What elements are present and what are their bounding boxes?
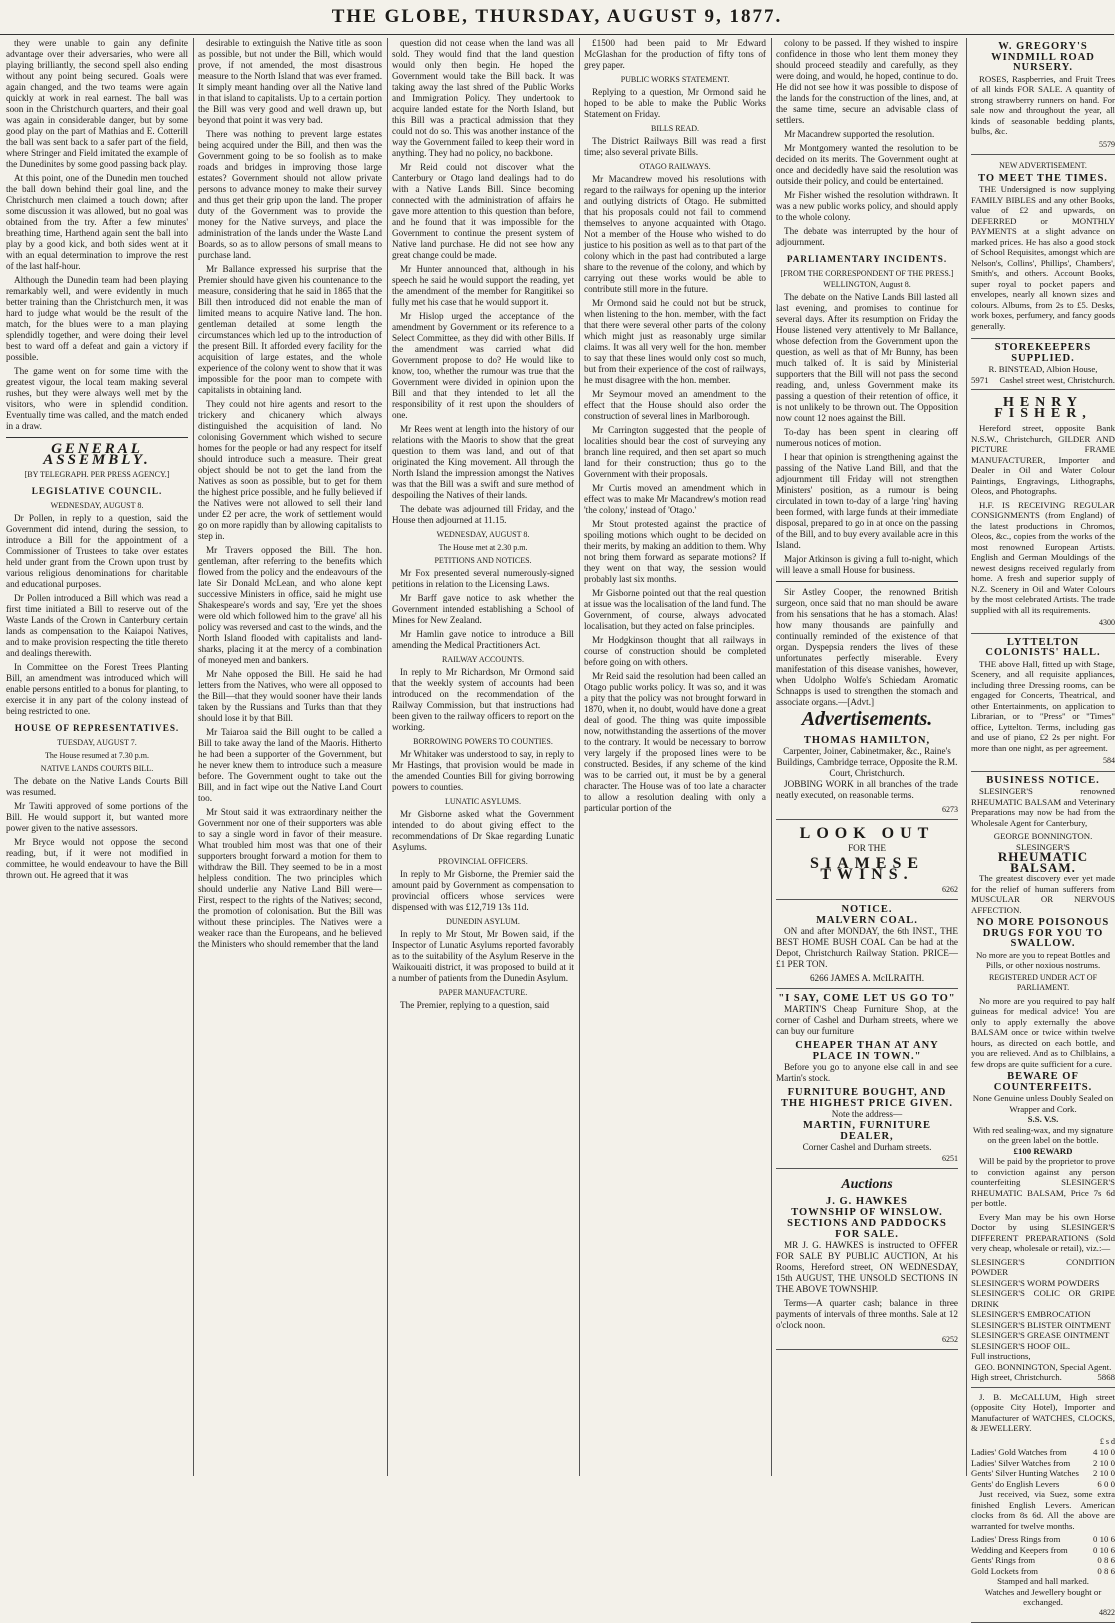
column-1 — [6, 38, 188, 1476]
advert-slesinger — [971, 772, 1115, 1388]
advert-number: 5971 — [971, 375, 989, 386]
article-paragraph: Mr Curtis moved an amendment which in effect was to make Mr Macandrew's motion read 'the colony,' instead of 'Otago.' — [584, 483, 766, 516]
advert-signature: 6266 JAMES A. McILRAITH. — [776, 973, 958, 984]
advert-text: SLESINGER'S renowned RHEUMATIC BALSAM and Veterinary Preparations may now be had from the Wholesale Agent for Canterbury, — [971, 786, 1115, 828]
advert-text: FOR THE — [776, 843, 958, 854]
advert-title: TOWNSHIP OF WINSLOW. — [776, 1207, 958, 1218]
price-item: Gents' Rings from — [971, 1555, 1035, 1566]
advert-label: NEW ADVERTISEMENT. — [971, 161, 1115, 172]
advert-title: STOREKEEPERS SUPPLIED. — [971, 343, 1115, 364]
advert-title: CHEAPER THAN AT ANY PLACE IN TOWN." — [776, 1040, 958, 1062]
masthead — [0, 0, 1114, 36]
dateline: The House resumed at 7.30 p.m. — [6, 750, 188, 761]
article-paragraph: In reply to Mr Richardson, Mr Ormond said that the weekly system of accounts had been introduced on the recommendation of the Railway Commission, but that instructions had been given to the railway officers to report on the working. — [392, 667, 574, 733]
seal-mark: S.S. V.S. — [971, 1114, 1115, 1125]
article-paragraph: Replying to a question, Mr Ormond said he hoped to be able to make the Public Works Statement on Friday. — [584, 87, 766, 120]
advert-number: 4300 — [971, 618, 1115, 629]
article-paragraph: Mr Montgomery wanted the resolution to be decided on its merits. The Government ought at once and decidedly have said the resolution was outside their policy, and could be entertained. — [776, 143, 958, 187]
topic-heading: BILLS READ. — [584, 123, 766, 134]
dateline: TUESDAY, AUGUST 7. — [6, 737, 188, 748]
auctions-heading: Auctions — [776, 1179, 958, 1190]
advert-text: R. BINSTEAD, Albion House, — [971, 364, 1115, 375]
article-paragraph: Mr Fox presented several numerously-signed petitions in relation to the Licensing Laws. — [392, 568, 574, 590]
advert-text: SLESINGER'S — [971, 842, 1115, 853]
advert-text: H.F. IS RECEIVING REGULAR CONSIGNMENTS (from England) of the latest productions in Chromos, Oleos, &c., copies from the works of the most renowned European Artists. English and German Mouldings of the newest designs received regularly from home. A fresh and superior supply of N.Z. Scenery in Oil and Water Colours by the most celebrated Artists. The trade supplied with all its requirements. — [971, 500, 1115, 616]
advert-number: 6262 — [776, 884, 958, 895]
advert-number: 5868 — [1097, 1372, 1115, 1383]
article-paragraph: In Committee on the Forest Trees Planting Bill, an amendment was introduced which will enable persons entitled to a bonus for planting, to exercise it in any part of the colony instead of being restricted to one. — [6, 662, 188, 717]
subsection-heading: LEGISLATIVE COUNCIL. — [6, 486, 188, 497]
article-paragraph: colony to be passed. If they wished to inspire confidence in those who lent them money they should proceed steadily and carefully, as they were doing, and would, he hoped, continue to do. He did not see how it was possible to dispose of the lands for the construction of the lines, and, at the same time, secure an advisable class of settlers. — [776, 38, 958, 126]
advert-title: FURNITURE BOUGHT, AND THE HIGHEST PRICE GIVEN. — [776, 1087, 958, 1109]
price-value: 6 0 0 — [1097, 1479, 1115, 1490]
advert-text: None Genuine unless Doubly Sealed on Wrapper and Cork. — [971, 1093, 1115, 1114]
advert-text: High street, Christchurch. — [971, 1372, 1062, 1383]
topic-heading: DUNEDIN ASYLUM. — [392, 916, 574, 927]
article-paragraph: Dr Pollen, in reply to a question, said the Government did intend, during the session, to introduce a Bill for the appointment of a Commissioner of Trustees to take over estates held under grant from the Crown upon trust by various religious denominations for charitable and educational purposes. — [6, 513, 188, 590]
advert-text: With red sealing-wax, and my signature on the green label on the bottle. — [971, 1125, 1115, 1146]
article-paragraph: The debate on the Native Lands Courts Bill was resumed. — [6, 776, 188, 798]
advert-binstead — [971, 339, 1115, 390]
list-item: SLESINGER'S EMBROCATION — [971, 1309, 1115, 1320]
page-title: THE GLOBE, THURSDAY, AUGUST 9, 1877. — [0, 0, 1114, 34]
advert-text: Every Man may be his own Horse Doctor by using SLESINGER'S DIFFERENT PREPARATIONS (Sold very cheap, wholesale or retail), viz.:— — [971, 1212, 1115, 1254]
advert-text: JOBBING WORK in all branches of the trade neatly executed, on reasonable terms. — [776, 779, 958, 801]
advert-number: 6273 — [776, 804, 958, 815]
advert-number: 6252 — [776, 1334, 958, 1345]
price-value: 0 10 6 — [1093, 1545, 1115, 1556]
article-paragraph: Mr Ballance expressed his surprise that the Premier should have given his countenance to the measure, considering that he said in 1865 that the Bill then introduced did not enable the man of limited means to acquire Native land. The hon. gentleman detailed at some length the circumstances which led up to the introduction of the present Bill. It afforded every facility for the acquisition of large estates, and the whole experience of the colony went to show that it was impossible for the poor man to compete with capitalists in obtaining land. — [198, 264, 382, 396]
price-value: 4 10 0 — [1093, 1447, 1115, 1458]
price-item: Gold Lockets from — [971, 1566, 1038, 1577]
list-item: SLESINGER'S GREASE OINTMENT — [971, 1330, 1115, 1341]
dateline: WEDNESDAY, AUGUST 8. — [6, 500, 188, 511]
article-paragraph: Mr Nahe opposed the Bill. He said he had letters from the Natives, who were all opposed to the Bill—that they would sooner have their lands taken by the Russians and Turks than that they should lose it by that Bill. — [198, 669, 382, 724]
advert-text: ON and after MONDAY, the 6th INST., THE BEST HOME BUSH COAL Can be had at the Depot, Christchurch Railway Station. PRICE—£1 PER TON. — [776, 926, 958, 970]
advert-number: 584 — [971, 756, 1115, 767]
section-heading: GENERAL ASSEMBLY. — [6, 444, 188, 466]
price-item: Ladies' Dress Rings from — [971, 1534, 1060, 1545]
advert-text: The greatest discovery ever yet made for the relief of human sufferers from MUSCULAR OR NERVOUS AFFECTION. — [971, 873, 1115, 915]
advertisements-heading: Advertisements. — [776, 714, 958, 725]
topic-heading: PAPER MANUFACTURE. — [392, 987, 574, 998]
article-paragraph: Mr Gisborne asked what the Government intended to do about giving effect to the recommendations of Dr Skae regarding Lunatic Asylums. — [392, 809, 574, 853]
list-item: SLESINGER'S BLISTER OINTMENT — [971, 1320, 1115, 1331]
advert-hamilton — [776, 731, 958, 820]
article-paragraph: Mr Ormond said he could not but be struck, when listening to the hon. member, with the fact that there were several other parts of the colony which might just as reasonably urge similar claims. It was all very well for the hon. member to say that these lines would only cost so much, but from their experience of the cost of railways, he must disagree with the hon. member. — [584, 298, 766, 386]
article-paragraph: Mr Hamlin gave notice to introduce a Bill amending the Medical Practitioners Act. — [392, 629, 574, 651]
price-row — [971, 1566, 1115, 1577]
advert-auction — [776, 1169, 958, 1350]
price-item: Gents' do English Levers — [971, 1479, 1059, 1490]
advert-text: Will be paid by the proprietor to prove to conviction against any person counterfeiting SLESINGER'S RHEUMATIC BALSAM, Price 7s 6d per bottle. — [971, 1156, 1115, 1209]
advert-text: Note the address— — [776, 1109, 958, 1120]
advert-gregory — [971, 38, 1115, 155]
article-paragraph: Mr Tawiti approved of some portions of the Bill. He would support it, but wanted more power given to the native assessors. — [6, 801, 188, 834]
article-paragraph: question did not cease when the land was all sold. They would find that the land question would only then begin. He hoped the Government would take the Bill back. It was taking away the last shred of the Public Works and Immigration Policy. They undertook to acquire landed estate for the North Island, but this Bill was a practical admission that they could not do so. This was another instance of the way the Government failed to keep their word in anything. They had no policy, no backbone. — [392, 38, 574, 159]
column-4 — [584, 38, 766, 1476]
dateline: The House met at 2.30 p.m. — [392, 542, 574, 553]
advert-title: TO MEET THE TIMES. — [971, 174, 1115, 185]
article-paragraph: Mr Macandrew supported the resolution. — [776, 129, 958, 140]
price-row — [971, 1534, 1115, 1545]
article-paragraph: Mr Reid could not discover what the Canterbury or Otago land dealings had to do with a Native Lands Bill. Since becoming connected with the administration of affairs he gave more attention to this question than before, and he found that it was impossible for the Government to continue the present system of Native land purchase. He did not see how any great change could be made. — [392, 162, 574, 261]
advert-title: NO MORE POISONOUS DRUGS FOR YOU TO SWALLOW. — [971, 918, 1115, 950]
price-item: Ladies' Gold Watches from — [971, 1447, 1067, 1458]
advert-title: RHEUMATIC BALSAM. — [971, 852, 1115, 873]
article-paragraph: The game went on for some time with the greatest vigour, the local team making several rushes, but they were always well met by the visitors, who were in splendid condition. Eventually time was called, and the match ended in a draw. — [6, 366, 188, 432]
article-paragraph: There was nothing to prevent large estates being acquired under the Bill, and then was the Government going to be so foolish as to make roads and bridges in improving those large estates? Government should not allow private persons to advance money to make their survey and thus get their grip upon the land. The proper duty of the Government was to provide the money for the Native surveys, and place the administration of the lands under the Waste Land Boards, so as to allow persons of small means to purchase land. — [198, 129, 382, 261]
advert-text: No more are you to repeat Bottles and Pills, or other noxious nostrums. — [971, 950, 1115, 971]
divider — [6, 437, 188, 438]
article-paragraph: Mr Carrington suggested that the people of localities should bear the cost of surveying any branch line required, and then set apart so much land for their construction; thus go to the Government with their proposals. — [584, 425, 766, 480]
topic-heading: PROVINCIAL OFFICERS. — [392, 856, 574, 867]
list-item: SLESINGER'S WORM POWDERS — [971, 1278, 1115, 1289]
price-value: 0 8 6 — [1097, 1566, 1115, 1577]
advert-title: W. GREGORY'S WINDMILL ROAD NURSERY. — [971, 42, 1115, 74]
advert-text: J. B. McCALLUM, High street (opposite City Hotel), Importer and Manufacturer of WATCHES, CLOCKS, & JEWELLERY. — [971, 1392, 1115, 1434]
advert-text: £100 REWARD — [971, 1146, 1115, 1157]
advert-text: No more are you required to pay half guineas for medical advice! You are only to apply externally the above BALSAM once or twice within twelve hours, as directed on each bottle, and you are relieved. And as to Chilblains, a few drops are quite sufficient for a cure. — [971, 996, 1115, 1070]
advert-malvern-coal — [776, 900, 958, 989]
article-paragraph: At this point, one of the Dunedin men touched the ball down behind their goal line, and the Christchurch men claimed a touch down; after some discussion it was allowed, but no goal was obtained from the try. After a few minutes' breathing time, Harthend again sent the ball into play by a good kick, and both sides went at it with an equal determination to improve the rest of the last half-hour. — [6, 173, 188, 272]
article-paragraph: Sir Astley Cooper, the renowned British surgeon, once said that no man should be aware from his sensations that he has a stomach. Alas! how many thousands are painfully and continually reminded of the existence of that organ. Dyspepsia renders the lives of these unfortunates perfectly miserable. Every manifestation of this disease vanishes, however, when Udolpho Wolfe's Schiedam Aromatic Schnapps is used to strengthen the stomach and associate organs.—[Advt.] — [776, 587, 958, 708]
article-paragraph: The debate on the Native Lands Bill lasted all last evening, and promises to continue for several days. After its resumption on Friday the House listened very attentively to Mr Ballance, whose defection from the Government upon the question, as well as that of Mr Bunny, has been much talked of. It is said by Ministerial supporters that the Bill will not pass the second reading, and, unless Government make its passing a question of their retention of office, it is not unlikely to be thrown out. The Opposition now count 12 noes against the Bill. — [776, 292, 958, 424]
advert-title: BUSINESS NOTICE. — [971, 776, 1115, 787]
article-paragraph: Mr Gisborne pointed out that the real question at issue was the localisation of the land fund. The Government, of course, always advocated localisation, but they acted on false principles. — [584, 588, 766, 632]
advert-text: Hereford street, opposite Bank N.S.W., Christchurch, GILDER AND PICTURE FRAME MANUFACTURER, Importer and Dealer in Oil and Water Colour Paintings, Engravings, Lithographs, Oleos, and Photographs. — [971, 423, 1115, 497]
advert-mccallum — [971, 1388, 1115, 1623]
price-row — [971, 1555, 1115, 1566]
advert-text: Stamped and hall marked. — [971, 1576, 1115, 1587]
advert-title: "I SAY, COME LET US GO TO" — [776, 993, 958, 1004]
column-rule — [579, 38, 580, 1476]
article-paragraph: they were unable to gain any definite advantage over their adversaries, who were all playing brilliantly, the second spell also ending without any point being secured. Goals were again changed, and the two teams were again quickly at work in real earnest. The ball was soon in the Christchurch quarters, and their goal was again in considerable danger, but by some good play on the part of Mathias and E. Cotterill the ball was sent back to a safer part of the field, where Stringer and Field imitated the example of the Dunedinites by some good passing back play. — [6, 38, 188, 170]
advert-title: HENRY FISHER, — [971, 398, 1115, 419]
article-paragraph: To-day has been spent in clearing off numerous notices of motion. — [776, 427, 958, 449]
list-item: SLESINGER'S COLIC OR GRIPE DRINK — [971, 1288, 1115, 1309]
advert-martin — [776, 989, 958, 1169]
price-value: 2 10 0 — [1093, 1468, 1115, 1479]
article-paragraph: Mr Hunter announced that, although in his speech he said he would support the reading, yet the amendment of the member for Rangitikei so fully met his case that he would support it. — [392, 264, 574, 308]
advert-title: MARTIN, FURNITURE DEALER, — [776, 1120, 958, 1142]
article-paragraph: They could not hire agents and resort to the trickery and chicanery which always distinguished the acquisition of land. No colonising Government which wished to secure homes for the people or had any respect for itself should introduce such a measure. Their great object should be not to get the land from the Natives as soon as possible, but to get for them the highest price possible, and he fully believed if the Natives were not allowed to sell their land under £2 per acre, the work of settlement would go on more rapidly than by allowing capitalists to step in. — [198, 399, 382, 542]
price-item: Ladies' Silver Watches from — [971, 1458, 1070, 1469]
article-paragraph: Mr Fisher wished the resolution withdrawn. It was a new public works policy, and should apply to the whole colony. — [776, 190, 958, 223]
price-header: £ s d — [971, 1437, 1115, 1448]
advert-text: Corner Cashel and Durham streets. — [776, 1142, 958, 1153]
product-list — [971, 1257, 1115, 1352]
price-row — [971, 1479, 1115, 1490]
article-paragraph: Mr Taiaroa said the Bill ought to be called a Bill to take away the land of the Maoris. Hitherto he had been a supporter of the Government, but he never knew them to introduce such a measure before. The Government ought to take out the Bill, and in fact wipe out the Native Land Court too. — [198, 727, 382, 804]
list-item: SLESINGER'S CONDITION POWDER — [971, 1257, 1115, 1278]
subsection-heading: HOUSE OF REPRESENTATIVES. — [6, 723, 188, 734]
article-paragraph: Mr Whitaker was understood to say, in reply to Mr Hastings, that provision would be made in the amended Counties Bill for giving borrowing powers to counties. — [392, 749, 574, 793]
column-5 — [776, 38, 958, 1476]
article-paragraph: The Premier, replying to a question, said — [392, 1000, 574, 1011]
advert-text: Cashel street west, Christchurch. — [999, 375, 1115, 386]
advert-lookout — [776, 820, 958, 900]
dateline: [FROM THE CORRESPONDENT OF THE PRESS.] WELLINGTON, August 8. — [776, 268, 958, 290]
article-paragraph: The District Railways Bill was read a first time; also several private Bills. — [584, 136, 766, 158]
topic-heading: OTAGO RAILWAYS. — [584, 161, 766, 172]
advert-title: J. G. HAWKES — [776, 1196, 958, 1207]
article-paragraph: desirable to extinguish the Native title as soon as possible, but not under the Bill, which would prove, if not amended, the most disastrous measure to the North Island that was ever framed. It simply meant handing over all the Native land in that island to capitalists. Up to a certain portion the Bill was very good and well drawn up, but beyond that point it was very bad. — [198, 38, 382, 126]
price-row — [971, 1447, 1115, 1458]
topic-heading: NATIVE LANDS COURTS BILL. — [6, 763, 188, 774]
article-paragraph: In reply to Mr Gisborne, the Premier said the amount paid by Government as compensation to provincial officers whose services were dispensed with was £12,719 13s 11d. — [392, 869, 574, 913]
column-rule — [387, 38, 388, 1476]
advert-text: GEO. BONNINGTON, Special Agent. — [971, 1362, 1115, 1373]
price-value: 2 10 0 — [1093, 1458, 1115, 1469]
advert-title: THOMAS HAMILTON, — [776, 735, 958, 746]
advert-text: Just received, via Suez, some extra finished English Levers. American clocks from 8s 6d. All the above are warranted for twelve months. — [971, 1489, 1115, 1531]
price-value: 0 8 6 — [1097, 1555, 1115, 1566]
article-paragraph: Mr Macandrew moved his resolutions with regard to the railways for opening up the interior and outlying districts of Otago. He submitted that his proposals could not fail to commend themselves to anyone acquainted with Otago. Not a member of the House who wished to do justice to his position as well as to that part of the colony which in the past had contributed a large share to the revenue of the colony, and which by carrying out these works would be able to contribute still more in the future. — [584, 174, 766, 295]
topic-heading: BORROWING POWERS TO COUNTIES. — [392, 736, 574, 747]
article-paragraph: Mr Hislop urged the acceptance of the amendment by Government or its reference to a Select Committee, as they did with other Bills. If the amendment was carried what did Government propose to do? He would like to know, too, whether the rumour was true that the Government were divided in opinion upon the Bill and that they intended to let all the responsibility of it rest upon the shoulders of one. — [392, 311, 574, 421]
advert-text: THE above Hall, fitted up with Stage, Scenery, and all requisite appliances, including three Dressing rooms, can be engaged for Concerts, Theatrical, and other Entertainments, on application to Librarian, or to "Press" or "Times" office, Lyttelton. Terms, including gas and use of piano, £2 2s per night. For more than one night, as per agreement. — [971, 659, 1115, 754]
dateline: [BY TELEGRAPH. PER PRESS AGENCY.] — [6, 469, 188, 480]
section-heading: PARLIAMENTARY INCIDENTS. — [776, 254, 958, 265]
advert-number: 5579 — [971, 140, 1115, 151]
article-paragraph: Mr Reid said the resolution had been called an Otago public works policy. It was so, and it was a pity that the policy was not brought forward in 1870, when it, no doubt, would have done a great deal of good. The thing was quite impossible now, notwithstanding the assertions of the mover to the contrary. It would be necessary to borrow very largely if the proposed lines were to be constructed. Besides, if any scheme of the kind was to be carried out, it must be by a general character. The House was of too late a character to allow a resolution dealing with only a particular portion of the — [584, 671, 766, 814]
price-value: 0 10 6 — [1093, 1534, 1115, 1545]
advert-text: Before you go to anyone else call in and see Martin's stock. — [776, 1062, 958, 1084]
advert-number: 6251 — [776, 1153, 958, 1164]
price-row — [971, 1468, 1115, 1479]
topic-heading: LUNATIC ASYLUMS. — [392, 796, 574, 807]
article-paragraph: The debate was interrupted by the hour of adjournment. — [776, 226, 958, 248]
dateline: WEDNESDAY, AUGUST 8. — [392, 529, 574, 540]
article-paragraph: Although the Dunedin team had been playing remarkably well, and were evidently in much better training than the Christchurch men, it was hard to judge what would be the result of the match, for the blues were to a man playing splendidly together, and were doing their level best to ward off a defeat and gain a victory if possible. — [6, 275, 188, 363]
article-paragraph: Mr Seymour moved an amendment to the effect that the House should also order the construction of several lines in Marlborough. — [584, 389, 766, 422]
advert-title: SIAMESE TWINS. — [776, 858, 958, 880]
advert-title: NOTICE. — [776, 904, 958, 915]
column-2 — [198, 38, 382, 1476]
advert-text: MR J. G. HAWKES is instructed to OFFER FOR SALE BY PUBLIC AUCTION, At his Rooms, Hereford street, ON WEDNESDAY, 15th AUGUST, THE UNSOLD SECTIONS IN THE ABOVE TOWNSHIP. — [776, 1240, 958, 1295]
topic-heading: PUBLIC WORKS STATEMENT. — [584, 74, 766, 85]
article-paragraph: The debate was adjourned till Friday, and the House then adjourned at 11.15. — [392, 504, 574, 526]
topic-heading: PETITIONS AND NOTICES. — [392, 555, 574, 566]
price-row — [971, 1458, 1115, 1469]
article-paragraph: Mr Stout said it was extraordinary neither the Government nor one of their supporters was able to say a single word in favor of their measure. What troubled him most was that one of their supporters brought forward a motion for them to withdraw the Bill. They seemed to be in a most helpless condition. The two principles which should underlie any Native Land Bill were— First, respect to the rights of the Natives; second, the promotion of colonisation. But the Bill was without these principles. The Natives were a weaker race than the Europeans, and he believed the Ministers who should remember that the land — [198, 807, 382, 950]
article-paragraph: I hear that opinion is strengthening against the passing of the Native Land Bill, and that the adjournment till Friday will not strengthen Ministers' position, as a rumour is being circulated in town to-day of a large 'ring' having been formed, with large funds at their immediate disposal, prepared to go in at once on the passing of the Bill, and to buy every available acre in this Island. — [776, 452, 958, 551]
advert-title: SECTIONS AND PADDOCKS FOR SALE. — [776, 1218, 958, 1240]
list-item: SLESINGER'S HOOF OIL. — [971, 1341, 1115, 1352]
article-paragraph: Dr Pollen introduced a Bill which was read a first time initiated a Bill to reserve out of the Waste Lands of the Crown in Canterbury certain lands as compensation to the Kaiapoi Natives, and to make provision respecting the title thereto and dealings therewith. — [6, 593, 188, 659]
divider — [776, 581, 958, 582]
advert-text: ROSES, Raspberries, and Fruit Trees of all kinds FOR SALE. A quantity of strong strawberry runners on hand. For sale now and throughout the year, all kinds of seasonable bedding plants, bulbs, &c. — [971, 74, 1115, 137]
article-paragraph: Major Atkinson is giving a full to-night, which will leave a small House for business. — [776, 554, 958, 576]
advert-fisher — [971, 390, 1115, 634]
advert-times — [971, 155, 1115, 339]
advert-text: MARTIN'S Cheap Furniture Shop, at the corner of Cashel and Durham streets, where we can buy our furniture — [776, 1004, 958, 1037]
advert-text: GEORGE BONNINGTON. — [971, 831, 1115, 842]
topic-heading: RAILWAY ACCOUNTS. — [392, 654, 574, 665]
masthead-rule — [0, 34, 1114, 35]
article-paragraph: £1500 had been paid to Mr Edward McGlashan for the production of fifty tons of grey paper. — [584, 38, 766, 71]
advert-title: LYTTELTON COLONISTS' HALL. — [971, 638, 1115, 659]
column-rule — [193, 38, 194, 1476]
advert-text: REGISTERED UNDER ACT OF PARLIAMENT. — [971, 973, 1115, 994]
advert-title: LOOK OUT — [776, 828, 958, 839]
advert-lyttelton-hall — [971, 634, 1115, 772]
article-paragraph: Mr Barff gave notice to ask whether the Government intended establishing a School of Mines for New Zealand. — [392, 593, 574, 626]
price-item: Gents' Silver Hunting Watches — [971, 1468, 1079, 1479]
article-paragraph: In reply to Mr Stout, Mr Bowen said, if the Inspector of Lunatic Asylums reported favorably as to the suitability of the Asylum Reserve in the Waikouaiti district, it was proposed to build at it a number of patients from the Dunedin Asylum. — [392, 929, 574, 984]
article-paragraph: Mr Rees went at length into the history of our relations with the Maoris to show that the great question to them was land, and out of that originated the King movement. All through the North Island the impression amongst the Natives was that the Bill was a swift and sure method of despoiling the Natives of their lands. — [392, 424, 574, 501]
column-6-adverts — [966, 38, 1115, 1476]
advert-title: MALVERN COAL. — [776, 915, 958, 926]
advert-text: Terms—A quarter cash; balance in three payments of intervals of three months. Sale at 12 o'clock noon. — [776, 1298, 958, 1331]
advert-text: THE Undersigned is now supplying FAMILY BIBLES and any other Books, value of £2 and upwards, on DEFERRED or MONTHLY PAYMENTS at a slight advance on marked prices. He has also a good stock of School Requisites, amongst which are Nelson's, Collins', Phillips', Chambers', Smith's, and others. Account Books, super royal to pocket papers and envelopes, nearly all known sizes and colours. Albums, from 2s to £5. Desks, work boxes, perfumery, and fancy goods generally. — [971, 184, 1115, 331]
column-rule — [771, 38, 772, 1476]
advert-footer — [971, 1372, 1115, 1383]
price-item: Wedding and Keepers from — [971, 1545, 1068, 1556]
advert-text: Carpenter, Joiner, Cabinetmaker, &c., Raine's Buildings, Cambridge terrace, Opposite the R.M. Court, Christchurch. — [776, 746, 958, 779]
article-paragraph: Mr Travers opposed the Bill. The hon. gentleman, after referring to the benefits which flowed from the policy and the endeavours of the late Sir Donald McLean, and who alone kept successive Ministers in office, said he might use Shakespeare's words and say, 'Ere yet the shoes were old which followed him to the grave' all his policy was reversed and cast to the winds, and the North Island flooded with capitalists and land-sharks, placing it at the mercy of a combination of moneyed men and bankers. — [198, 545, 382, 666]
price-row — [971, 1545, 1115, 1556]
advert-title: BEWARE OF COUNTERFEITS. — [971, 1072, 1115, 1093]
article-paragraph: Mr Stout protested against the practice of spoiling motions which ought to be decided on their merits, by making an addition to them. Why not bring them forward as separate motions? If they went on that way, the session would probably last six months. — [584, 519, 766, 585]
advert-number: 4822 — [971, 1608, 1115, 1619]
article-paragraph: Mr Bryce would not oppose the second reading, but, if it were not modified in committee, he would endeavour to have the Bill thrown out. He agreed that it was — [6, 837, 188, 881]
advert-footer — [971, 375, 1115, 386]
column-3 — [392, 38, 574, 1476]
advert-text: Watches and Jewellery bought or exchanged. — [971, 1587, 1115, 1608]
article-paragraph: Mr Hodgkinson thought that all railways in course of construction should be completed before going on with others. — [584, 635, 766, 668]
advert-text: Full instructions, — [971, 1351, 1115, 1362]
